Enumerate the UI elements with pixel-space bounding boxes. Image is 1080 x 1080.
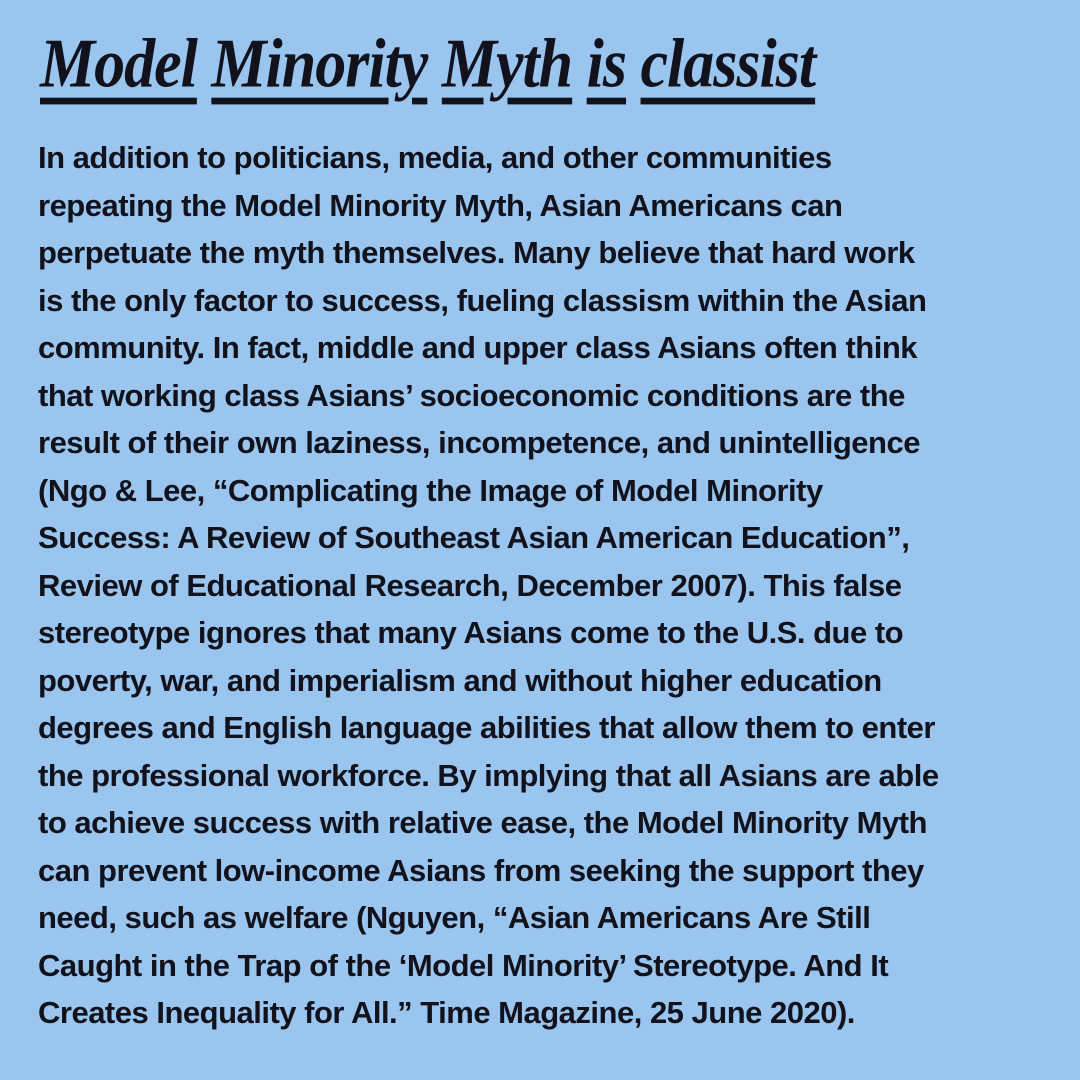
body-line: perpetuate the myth themselves. Many believe that hard work: [38, 235, 915, 270]
body-line: repeating the Model Minority Myth, Asian Americans can: [38, 187, 843, 223]
body-line: (Ngo & Lee, “Complicating the Image of Model Minority: [38, 472, 823, 508]
body-line: to achieve success with relative ease, the Model Minority Myth: [38, 805, 927, 840]
body-line: Review of Educational Research, December 2007). This false: [38, 567, 902, 603]
body-line: can prevent low-income Asians from seeking the support they: [38, 852, 924, 888]
body-line: result of their own laziness, incompetence, and unintelligence: [38, 425, 920, 460]
body-line: that working class Asians’ socioeconomic conditions are the: [38, 377, 905, 413]
body-line: the professional workforce. By implying that all Asians are able: [38, 757, 939, 793]
body-line: poverty, war, and imperialism and without higher education: [38, 662, 882, 698]
body-line: is the only factor to success, fueling classism within the Asian: [38, 282, 927, 318]
body-line: Caught in the Trap of the ‘Model Minority’ Stereotype. And It: [38, 947, 889, 983]
body-line: In addition to politicians, media, and other communities: [38, 140, 832, 175]
body-line: need, such as welfare (Nguyen, “Asian Americans Are Still: [38, 900, 871, 935]
title-block: [40, 26, 1044, 130]
body-line: stereotype ignores that many Asians come to the U.S. due to: [38, 615, 904, 650]
page-title: Model Minority Myth is classist: [40, 26, 816, 103]
body-text: [38, 134, 1050, 1037]
body-line: community. In fact, middle and upper class Asians often think: [38, 330, 917, 365]
body-line: Success: A Review of Southeast Asian American Education”,: [38, 520, 910, 555]
body-line: Creates Inequality for All.” Time Magazine, 25 June 2020).: [38, 995, 855, 1030]
body-line: degrees and English language abilities that allow them to enter: [38, 710, 935, 745]
